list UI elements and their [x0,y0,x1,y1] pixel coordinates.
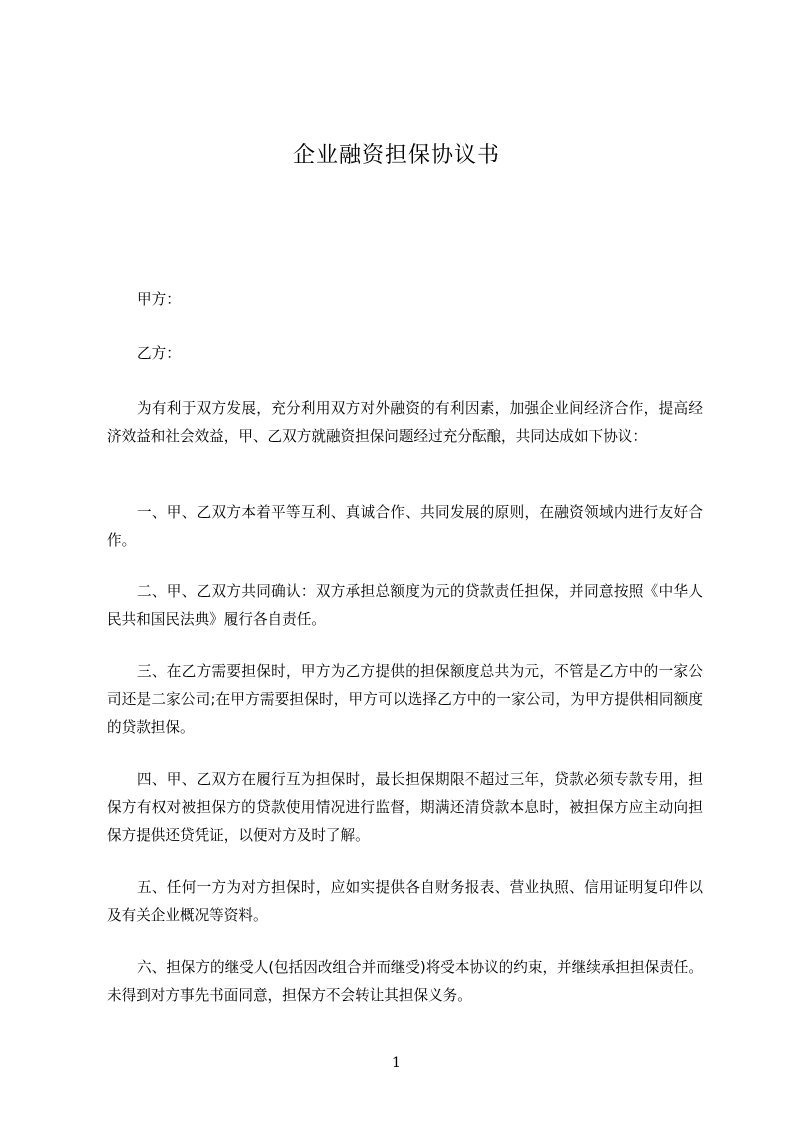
clause-6: 六、担保方的继受人(包括因改组合并而继受)将受本协议的约束，并继续承担担保责任。未得到对方事先书面同意，担保方不会转让其担保义务。 [107,959,703,1004]
party-b-line: 乙方： [137,345,181,362]
clause-2: 二、甲、乙双方共同确认：双方承担总额度为元的贷款责任担保，并同意按照《中华人民共和国民法典》履行各自责任。 [107,583,703,628]
intro-paragraph: 为有利于双方发展，充分利用双方对外融资的有利因素，加强企业间经济合作，提高经济效益和社会效益，甲、乙双方就融资担保问题经过充分酝酿，共同达成如下协议： [107,400,703,445]
clause-3: 三、在乙方需要担保时，甲方为乙方提供的担保额度总共为元，不管是乙方中的一家公司还是二家公司;在甲方需要担保时，甲方可以选择乙方中的一家公司，为甲方提供相同额度的贷款担保。 [107,663,703,736]
clause-5: 五、任何一方为对方担保时，应如实提供各自财务报表、营业执照、信用证明复印件以及有关企业概况等资料。 [107,879,703,924]
clause-4: 四、甲、乙双方在履行互为担保时，最长担保期限不超过三年，贷款必须专款专用，担保方有权对被担保方的贷款使用情况进行监督，期满还清贷款本息时，被担保方应主动向担保方提供还贷凭证，以便对方及时了解。 [107,771,703,844]
party-a-line: 甲方： [137,291,181,308]
page-number: 1 [392,1055,401,1071]
clause-1: 一、甲、乙双方本着平等互利、真诚合作、共同发展的原则，在融资领域内进行友好合作。 [107,504,703,549]
document-title: 企业融资担保协议书 [292,143,500,168]
